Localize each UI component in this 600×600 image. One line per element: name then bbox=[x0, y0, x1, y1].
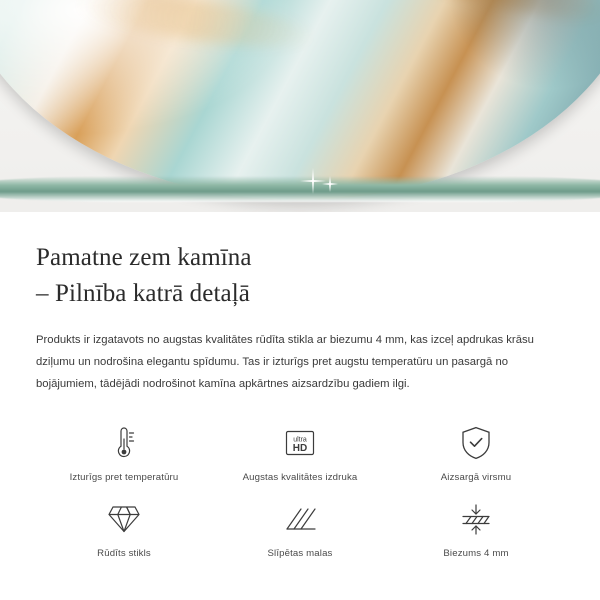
shield-check-icon bbox=[460, 421, 492, 465]
gold-vein-decoration bbox=[73, 0, 316, 57]
thermometer-icon bbox=[109, 421, 139, 465]
feature-item bbox=[212, 421, 388, 483]
feature-item bbox=[212, 497, 388, 559]
feature-label: Rūdīts stikls bbox=[97, 548, 151, 560]
content-area bbox=[0, 212, 600, 559]
svg-text:HD: HD bbox=[292, 443, 308, 455]
feature-item bbox=[388, 421, 564, 483]
feature-label: Biezums 4 mm bbox=[443, 548, 509, 560]
feature-item bbox=[36, 421, 212, 483]
headline-line-1: Pamatne zem kamīna bbox=[36, 244, 252, 271]
ultra-hd-icon bbox=[283, 421, 317, 465]
page-title bbox=[36, 212, 564, 311]
feature-grid bbox=[36, 421, 564, 559]
feature-label: Aizsargā virsmu bbox=[440, 472, 512, 484]
product-description-text: Produkts ir izgatavots no augstas kvalitātes rūdīta stikla ar biezumu 4 mm, kas izceļ apdrukas krāsu dziļumu un nodrošina elegantu spīdumu. Tas ir izturīgs pret augstu temperatūru un pasargā no bojājumiem, tādējādi nodrošinot kamīna apkārtnes aizsardzību gadiem ilgi. bbox=[36, 334, 534, 391]
feature-label: Slīpētas malas bbox=[267, 548, 333, 560]
hero-product-image bbox=[0, 0, 600, 212]
feature-item bbox=[36, 497, 212, 559]
gold-vein-decoration bbox=[314, 0, 600, 36]
polished-edges-icon bbox=[283, 497, 317, 541]
feature-label: Izturīgs pret temperatūru bbox=[69, 472, 179, 484]
feature-item bbox=[388, 497, 564, 559]
feature-label: Augstas kvalitātes izdruka bbox=[242, 472, 358, 484]
round-glass-panel bbox=[0, 0, 600, 200]
headline-line-2: – Pilnība katrā detaļā bbox=[36, 279, 250, 307]
diamond-icon bbox=[106, 497, 142, 541]
svg-text:ultra: ultra bbox=[293, 436, 307, 444]
thickness-icon bbox=[459, 497, 493, 541]
